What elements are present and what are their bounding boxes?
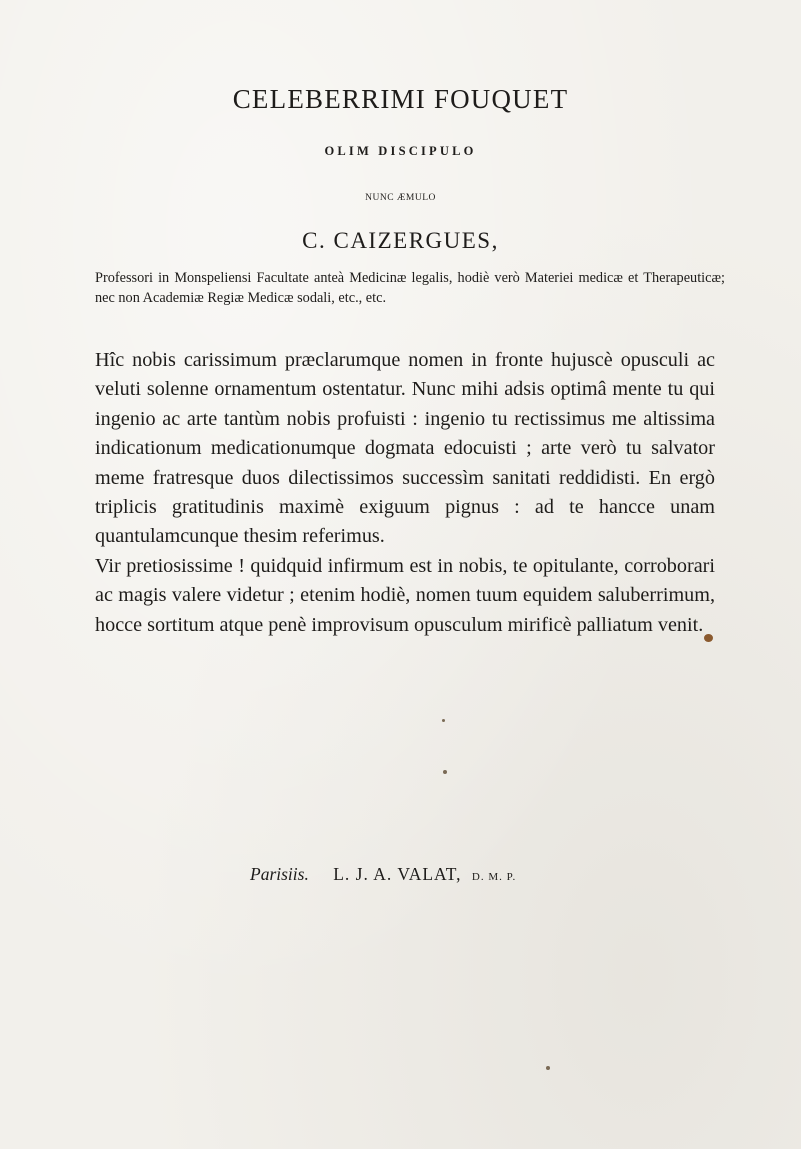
ink-speck <box>443 770 447 774</box>
dedication-name: C. CAIZERGUES, <box>302 228 499 253</box>
signature-title: D. M. P. <box>471 871 517 883</box>
ink-speck <box>546 1066 550 1070</box>
dedication-olim: OLIM DISCIPULO <box>324 144 477 158</box>
dedication-body <box>95 346 715 640</box>
dedication-title: CELEBERRIMI FOUQUET <box>232 84 569 114</box>
body-paragraph: Vir pretiosissime ! quidquid infirmum est in nobis, te opitulante, corroborari ac magis valere videtur ; etenim hodiè, nomen tuum equidem saluberrimum, hocce sortitum atque penè improvisum opusculum mirificè palliatum venit. <box>95 554 715 636</box>
signature-name: L. J. A. VALAT, <box>333 864 462 884</box>
dedication-nunc: NUNC ÆMULO <box>365 193 436 203</box>
body-paragraph: Hîc nobis carissimum præclarumque nomen in fronte hujuscè opusculi ac veluti solenne ornamentum ostentatur. Nunc mihi adsis optimâ mente tu qui ingenio ac arte tantùm nobis profuisti : ingenio tu rectissimus me altissima indicationum medicationumque dogmata edocuisti ; arte verò tu salvator meme fratresque duos dilectissimos successìm sanitati reddidisti. En ergò triplicis gratitudinis maximè exiguum pignus : ad te hancce unam quantulamcunque thesim referimus. <box>95 349 715 548</box>
ink-speck <box>442 719 445 722</box>
dedication-description: Professori in Monspeliensi Facultate anteà Medicinæ legalis, hodiè verò Materiei medicæ et Therapeuticæ; nec non Academiæ Regiæ Medicæ sodali, etc., etc. <box>95 270 725 306</box>
signature-line <box>250 864 516 885</box>
signature-place: Parisiis. <box>250 864 309 884</box>
ink-speck <box>704 634 713 642</box>
